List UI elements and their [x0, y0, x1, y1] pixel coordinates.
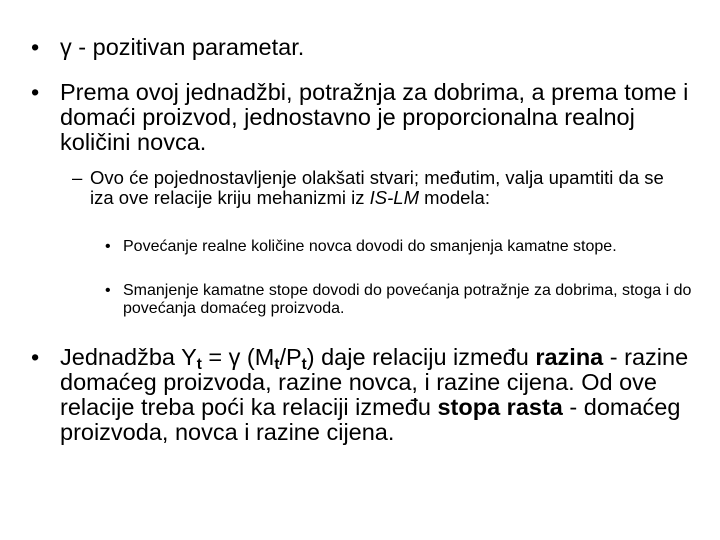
italic-term: IS-LM: [369, 187, 419, 208]
subscript-t: t: [274, 355, 280, 373]
bullet-text: γ - pozitivan parametar.: [60, 34, 305, 60]
text-segment: /P: [279, 344, 302, 370]
bullet-text: Prema ovoj jednadžbi, potražnja za dobrima, a prema tome i domaći proizvod, jednostavno je proporcionalna realnoj količini novca.: [60, 79, 689, 155]
bullet-item-equation: [31, 345, 691, 445]
sub-sub-bullet-interest-rate: [105, 238, 695, 256]
subscript-t: t: [196, 355, 202, 373]
bold-term-razina: razina: [535, 344, 604, 370]
bullet-dot: •: [31, 34, 40, 60]
bullet-dot: •: [31, 79, 40, 105]
sub-sub-bullet-demand-increase: [105, 282, 695, 318]
bullet-dot: •: [105, 238, 111, 255]
text-segment: = γ (M: [201, 344, 275, 370]
sub-sub-bullet-text: Smanjenje kamatne stope dovodi do povećanja potražnje za dobrima, stoga i do povećanja domaćeg proizvoda.: [123, 282, 692, 317]
text-segment: Ovo će pojednostavljenje olakšati stvari; međutim, valja upamtiti da se iza ove relacije kriju mehanizmi iz: [90, 167, 664, 208]
text-segment: ) daje relaciju između: [306, 344, 536, 370]
bullet-dash: –: [72, 167, 83, 188]
subscript-t: t: [301, 355, 307, 373]
text-segment: - domaćeg proizvoda, novca i razine cijena.: [60, 394, 681, 445]
bold-term-stopa-rasta: stopa rasta: [437, 394, 563, 420]
sub-bullet-text: [90, 168, 692, 208]
bullet-dot: •: [105, 282, 111, 299]
sub-sub-bullet-text: Povećanje realne količine novca dovodi do smanjenja kamatne stope.: [123, 238, 617, 255]
sub-bullet-simplification: [72, 168, 692, 208]
text-segment: modela:: [419, 187, 490, 208]
text-segment: Jednadžba Y: [60, 344, 197, 370]
text-segment: - razine domaćeg proizvoda, razine novca, i razine cijena. Od ove relacije treba poći ka relaciji između: [60, 344, 689, 420]
bullet-item-demand: [31, 80, 691, 155]
bullet-dot: •: [31, 344, 40, 370]
bullet-text: [60, 345, 691, 445]
bullet-item-gamma: [31, 35, 691, 60]
